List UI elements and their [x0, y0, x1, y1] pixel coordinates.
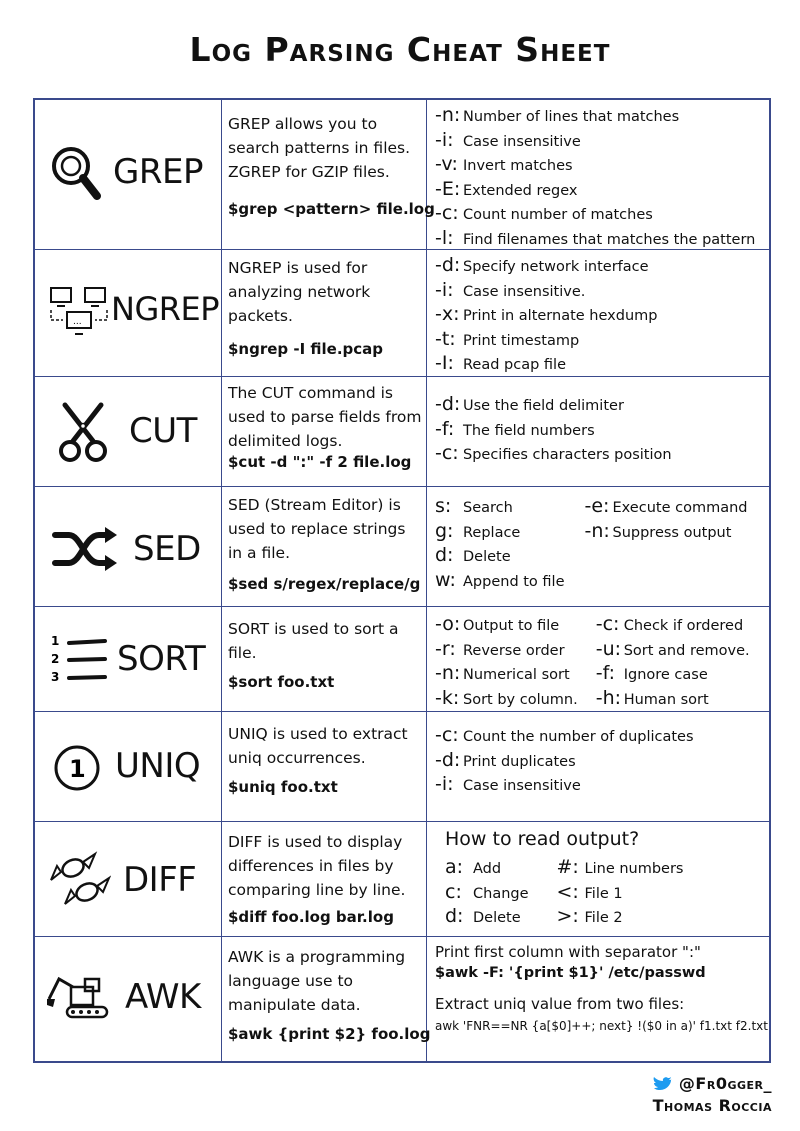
option: d: Delete: [435, 544, 511, 566]
option: -i: Case insensitive.: [435, 278, 586, 301]
option: -d: Print duplicates: [435, 748, 576, 771]
scissors-icon: [57, 401, 109, 463]
awk-tip-2: Extract uniq value from two files:: [435, 995, 685, 1013]
description: SED (Stream Editor) is used to replace strings in a file.: [228, 496, 406, 562]
description-cell: [222, 607, 427, 711]
description-cell: [222, 100, 435, 249]
options-columns: [435, 613, 765, 711]
option: d: Delete: [445, 905, 521, 927]
svg-text:2: 2: [51, 652, 60, 666]
svg-text:...: ...: [73, 317, 82, 327]
option: -u: Sort and remove.: [595, 637, 750, 660]
example-command: $sort foo.txt: [228, 673, 335, 691]
row-ngrep: [35, 250, 769, 377]
description-cell: [222, 822, 427, 936]
options-cell: [427, 100, 769, 249]
description: GREP allows you to search patterns in files. ZGREP for GZIP files.: [228, 115, 411, 181]
option: c: Change: [445, 880, 529, 903]
option: -n: Number of lines that matches: [435, 104, 680, 126]
option: -l: Find filenames that matches the pattern: [435, 226, 756, 249]
option: -d: Use the field delimiter: [435, 393, 624, 415]
option: -f: The field numbers: [435, 417, 595, 440]
command-cell: [35, 487, 222, 606]
command-cell: [35, 607, 222, 711]
twitter-bird-icon: [653, 1077, 673, 1093]
excavator-icon: [45, 973, 113, 1021]
example-command: $awk {print $2} foo.log: [228, 1025, 431, 1043]
example-command: $cut -d ":" -f 2 file.log: [228, 453, 412, 471]
option: -r: Reverse order: [435, 637, 565, 660]
page-title: Log Parsing Cheat Sheet: [189, 30, 611, 69]
command-cell: [35, 937, 222, 1061]
author-name: Thomas Roccia: [652, 1096, 772, 1115]
option: s: Search: [435, 495, 513, 517]
example-command: $sed s/regex/replace/g: [228, 575, 421, 593]
command-cell: [35, 250, 222, 376]
example-command: $grep <pattern> file.log: [228, 200, 435, 218]
option: -f: Ignore case: [595, 662, 708, 684]
options-cell: [427, 607, 769, 711]
svg-text:1: 1: [69, 755, 86, 783]
example-command: $uniq foo.txt: [228, 778, 338, 796]
options-cell: [427, 250, 769, 376]
example-command: $diff foo.log bar.log: [228, 908, 394, 926]
row-uniq: [35, 712, 769, 822]
options-right: [596, 613, 750, 711]
description-cell: [222, 712, 427, 821]
option: -k: Sort by column.: [435, 686, 578, 709]
awk-code-1: $awk -F: '{print $1}' /etc/passwd: [435, 965, 706, 981]
option: a: Add: [445, 856, 502, 878]
options-cell: [427, 822, 769, 936]
twitter-handle-line: [653, 1073, 772, 1095]
option: #: Line numbers: [556, 856, 684, 878]
candy-icon: [47, 850, 111, 910]
options-cell: [427, 377, 769, 486]
shuffle-icon: [51, 525, 121, 573]
option: -o: Output to file: [435, 613, 560, 635]
description: NGREP is used for analyzing network packets.: [228, 259, 371, 325]
command-cell: [35, 822, 222, 936]
options-right: [557, 856, 684, 930]
command-name: CUT: [129, 411, 197, 451]
option: -d: Specify network interface: [435, 254, 649, 276]
option: -c: Check if ordered: [595, 613, 744, 635]
option: -i: Case insensitive: [435, 773, 581, 795]
option: -v: Invert matches: [435, 153, 573, 175]
command-name: GREP: [113, 152, 203, 192]
command-name: SED: [133, 529, 201, 569]
description: DIFF is used to display differences in files by comparing line by line.: [228, 833, 406, 899]
cheat-sheet-table: [33, 98, 771, 1063]
options-cell: [427, 712, 769, 821]
command-name: NGREP: [111, 290, 219, 328]
command-name: UNIQ: [115, 746, 201, 786]
options-cell: [427, 937, 769, 1061]
svg-text:1: 1: [51, 634, 60, 648]
circled-one-icon: [51, 742, 103, 794]
option: w: Append to file: [435, 568, 565, 591]
option: -c: Count number of matches: [435, 202, 653, 224]
option: -e: Execute command: [584, 495, 748, 517]
option: -c: Count the number of duplicates: [435, 724, 694, 746]
option: -x: Print in alternate hexdump: [435, 303, 658, 325]
option: <: File 1: [556, 880, 623, 903]
option: -i: Case insensitive: [435, 128, 581, 151]
option: -n: Suppress output: [584, 519, 732, 542]
options-cell: [427, 487, 769, 606]
description: SORT is used to sort a file.: [228, 620, 399, 662]
svg-text:3: 3: [51, 670, 60, 684]
network-icon: [47, 284, 111, 342]
description: AWK is a programming language use to manipulate data.: [228, 948, 406, 1014]
example-command: $ngrep -I file.pcap: [228, 340, 384, 358]
options-left: [435, 495, 565, 593]
option: -I: Read pcap file: [435, 352, 567, 374]
command-name: AWK: [125, 977, 201, 1017]
option: -E: Extended regex: [435, 177, 578, 200]
option: -t: Print timestamp: [435, 327, 580, 350]
awk-tip-1: Print first column with separator ":": [435, 943, 701, 961]
options-left: [435, 613, 578, 711]
row-sed: [35, 487, 769, 607]
description-cell: [222, 937, 431, 1061]
description-cell: [222, 487, 427, 606]
options-columns: [435, 495, 765, 593]
options-columns: [435, 856, 765, 930]
awk-code-2: awk 'FNR==NR {a[$0]++; next} !($0 in a)' f1.txt f2.txt: [435, 1019, 768, 1033]
option: -c: Specifies characters position: [435, 442, 672, 464]
row-grep: [35, 100, 769, 250]
row-awk: [35, 937, 769, 1061]
options-left: [445, 856, 529, 930]
numbered-list-icon: [49, 631, 111, 687]
option: -h: Human sort: [595, 686, 709, 709]
row-diff: [35, 822, 769, 937]
row-sort: [35, 607, 769, 712]
command-name: SORT: [117, 639, 206, 679]
description-cell: [222, 377, 427, 486]
twitter-handle[interactable]: @Fr0gger_: [678, 1074, 772, 1093]
option: g: Replace: [435, 519, 521, 542]
description-cell: [222, 250, 427, 376]
diff-output-heading: How to read output?: [445, 828, 640, 850]
magnifier-icon: [49, 144, 105, 204]
command-cell: [35, 712, 222, 821]
row-cut: [35, 377, 769, 487]
option: -n: Numerical sort: [435, 662, 570, 684]
command-name: DIFF: [123, 860, 197, 900]
options-right: [585, 495, 748, 593]
command-cell: [35, 100, 222, 249]
command-cell: [35, 377, 222, 486]
author-credit: [653, 1073, 772, 1117]
option: >: File 2: [556, 905, 623, 927]
description: UNIQ is used to extract uniq occurrences.: [228, 725, 408, 767]
description: The CUT command is used to parse fields from delimited logs.: [228, 384, 422, 450]
